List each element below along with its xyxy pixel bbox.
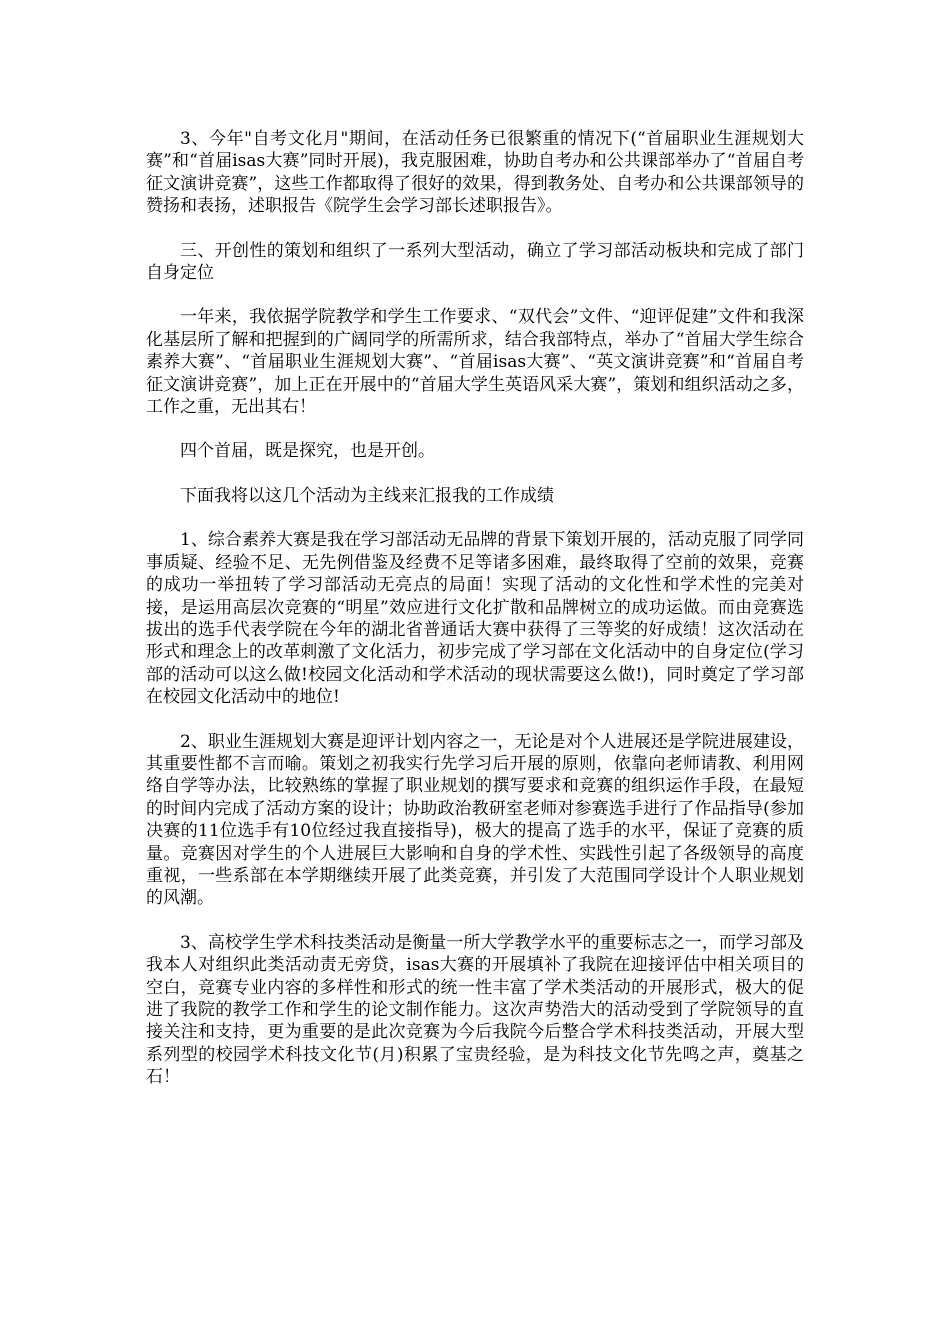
paragraph-report-intro: 下面我将以这几个活动为主线来汇报我的工作成绩 (180, 485, 554, 506)
section-heading-three: 三、开创性的策划和组织了一系列大型活动，确立了学习部活动板块和完成了部门自身定位 (146, 240, 804, 284)
document-body (146, 128, 804, 1111)
paragraph-self-exam-month: 3、今年"自考文化月"期间，在活动任务已很繁重的情况下(“首届职业生涯规划大赛”和“首届isas大赛”同时开展)，我克服困难，协助自考办和公共课部举办了“首届自考征文演讲竞赛”，这些工作都取得了很好的效果，得到教务处、自考办和公共课部领导的赞扬和表扬，述职报告《院学生会学习部长述职报告》。 (146, 129, 804, 217)
paragraph-academic-tech: 3、高校学生学术科技类活动是衡量一所大学教学水平的重要标志之一，而学习部及我本人对组织此类活动责无旁贷，isas大赛的开展填补了我院在迎接评估中相关项目的空白，竞赛专业内容的多样性和形式的统一性丰富了学术类活动的开展形式，极大的促进了我院的教学工作和学生的论文制作能力。这次声势浩大的活动受到了学院领导的直接关注和支持，更为重要的是此次竞赛为今后我院今后整合学术科技类活动，开展大型系列型的校园学术科技文化节(月)积累了宝贵经验，是为科技文化节先鸣之声，奠基之石！ (146, 932, 804, 1088)
paragraph-four-firsts: 四个首届，既是探究，也是开创。 (180, 441, 435, 462)
paragraph-quality-contest: 1、综合素养大赛是我在学习部活动无品牌的背景下策划开展的，活动克服了同学同事质疑、经验不足、无先例借鉴及经费不足等诸多困难，最终取得了空前的效果，竞赛的成功一举扭转了学习部活动无亮点的局面！实现了活动的文化性和学术性的完美对接，是运用高层次竞赛的“明星”效应进行文化扩散和品牌树立的成功运做。而由竞赛选拔出的选手代表学院在今年的湖北省普通话大赛中获得了三等奖的好成绩！这次活动在形式和理念上的改革刺激了文化活力，初步完成了学习部在文化活动中的自身定位(学习部的活动可以这么做!校园文化活动和学术活动的现状需要这么做!)，同时奠定了学习部在校园文化活动中的地位! (146, 530, 804, 708)
paragraph-year-overview: 一年来，我依据学院教学和学生工作要求、“双代会”文件、“迎评促建”文件和我深化基层所了解和把握到的广阔同学的所需所求，结合我部特点，举办了“首届大学生综合素养大赛”、“首届职业生涯规划大赛”、“首届isas大赛”、“英文演讲竞赛”和“首届自考征文演讲竞赛”，加上正在开展中的“首届大学生英语风采大赛”，策划和组织活动之多，工作之重，无出其右！ (146, 307, 804, 418)
paragraph-career-planning: 2、职业生涯规划大赛是迎评计划内容之一，无论是对个人进展还是学院进展建设，其重要性都不言而喻。策划之初我实行先学习后开展的原则，依靠向老师请教、利用网络自学等办法，比较熟练的掌握了职业规划的撰写要求和竞赛的组织运作手段，在最短的时间内完成了活动方案的设计；协助政治教研室老师对参赛选手进行了作品指导(参加决赛的11位选手有10位经过我直接指导)，极大的提高了选手的水平，保证了竞赛的质量。竞赛因对学生的个人进展巨大影响和自身的学术性、实践性引起了各级领导的高度重视，一些系部在本学期继续开展了此类竞赛，并引发了大范围同学设计个人职业规划的风潮。 (146, 731, 804, 909)
